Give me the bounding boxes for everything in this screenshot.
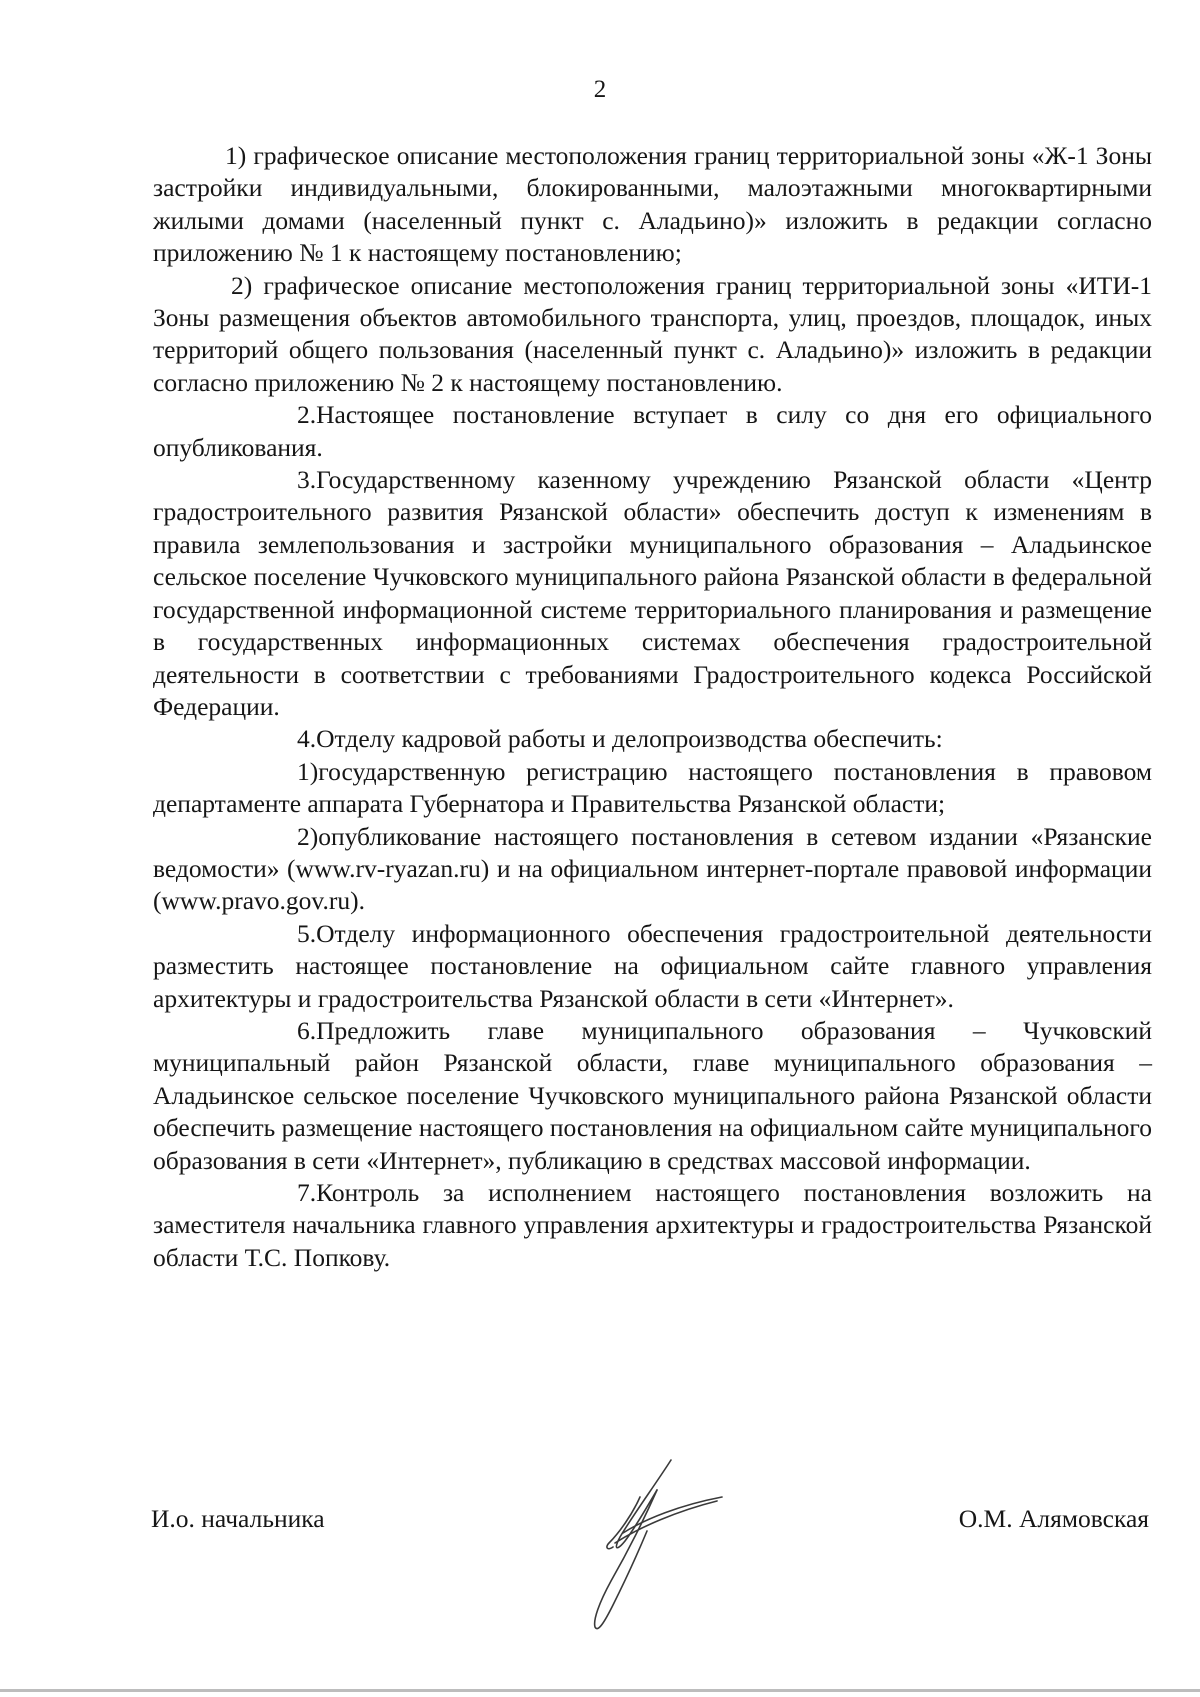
paragraph-text: Контроль за исполнением настоящего постановления возложить на заместителя начальника главного управления архитектуры и градостроительства Рязанской области Т.С. Попкову. xyxy=(153,1178,1152,1272)
clause-2 xyxy=(153,399,1152,464)
clause-6 xyxy=(153,1015,1152,1177)
clause-number: 4. xyxy=(297,724,317,754)
clause-number: 5. xyxy=(297,918,317,948)
clause-number: 2. xyxy=(297,400,317,430)
clause-number: 6. xyxy=(297,1015,317,1045)
signatory-name: О.М. Алямовская xyxy=(958,1504,1149,1533)
clause-4-subitem-1 xyxy=(153,756,1152,821)
clause-3 xyxy=(153,464,1152,723)
clause-5 xyxy=(153,918,1152,1015)
clause-number: 2) xyxy=(297,821,319,851)
signatory-position: И.о. начальника xyxy=(151,1504,325,1533)
paragraph-text: Настоящее постановление вступает в силу со дня его официального опубликования. xyxy=(153,400,1152,462)
clause-7 xyxy=(153,1177,1152,1274)
scan-edge-line xyxy=(0,1689,1200,1692)
paragraph-text: опубликование настоящего постановления в сетевом издании «Рязанские ведомости» (www.rv-ryazan.ru) и на официальном интернет-портале правовой информации (www.pravo.gov.ru). xyxy=(153,821,1152,916)
clause-1-subitem-2 xyxy=(153,270,1152,400)
handwritten-signature xyxy=(585,1455,785,1655)
document-body xyxy=(153,140,1152,1274)
paragraph-text: 2) графическое описание местоположения границ территориальной зоны «ИТИ-1 Зоны размещения объектов автомобильного транспорта, улиц, проездов, площадок, иных территорий общего пользования (населенный пункт с. Аладьино)» изложить в редакции согласно приложению № 2 к настоящему постановлению. xyxy=(153,270,1152,397)
clause-number: 7. xyxy=(297,1178,317,1207)
page-number: 2 xyxy=(593,76,607,103)
paragraph-text: государственную регистрацию настоящего постановления в правовом департаменте аппарата Губернатора и Правительства Рязанской области; xyxy=(153,756,1152,819)
clause-4 xyxy=(153,723,1152,755)
clause-1-subitem-1 xyxy=(153,140,1152,270)
paragraph-text: Отделу кадровой работы и делопроизводства обеспечить: xyxy=(316,724,943,754)
paragraph-text: Государственному казенному учреждению Рязанской области «Центр градостроительного развития Рязанской области» обеспечить доступ к изменениям в правила землепользования и застройки муниципального образования – Аладьинское сельское поселение Чучковского муниципального района Рязанской области в федеральной государственной информационной системе территориального планирования и размещение в государственных информационных системах обеспечения градостроительной деятельности в соответствии с требованиями Градостроительного кодекса Российской Федерации. xyxy=(153,465,1152,721)
paragraph-text: 1) графическое описание местоположения границ территориальной зоны «Ж-1 Зоны застройки индивидуальными, блокированными, малоэтажными многоквартирными жилыми домами (населенный пункт с. Аладьино)» изложить в редакции согласно приложению № 1 к настоящему постановлению; xyxy=(153,141,1152,268)
clause-number: 3. xyxy=(297,465,317,495)
clause-4-subitem-2 xyxy=(153,821,1152,918)
clause-number: 1) xyxy=(297,756,319,786)
paragraph-text: Отделу информационного обеспечения градостроительной деятельности разместить настоящее постановление на официальном сайте главного управления архитектуры и градостроительства Рязанской области в сети «Интернет». xyxy=(153,918,1152,1013)
paragraph-text: Предложить главе муниципального образования – Чучковский муниципальный район Рязанской области, главе муниципального образования – Аладьинское сельское поселение Чучковского муниципального района Рязанской области обеспечить размещение настоящего постановления на официальном сайте муниципального образования в сети «Интернет», публикацию в средствах массовой информации. xyxy=(153,1015,1152,1175)
